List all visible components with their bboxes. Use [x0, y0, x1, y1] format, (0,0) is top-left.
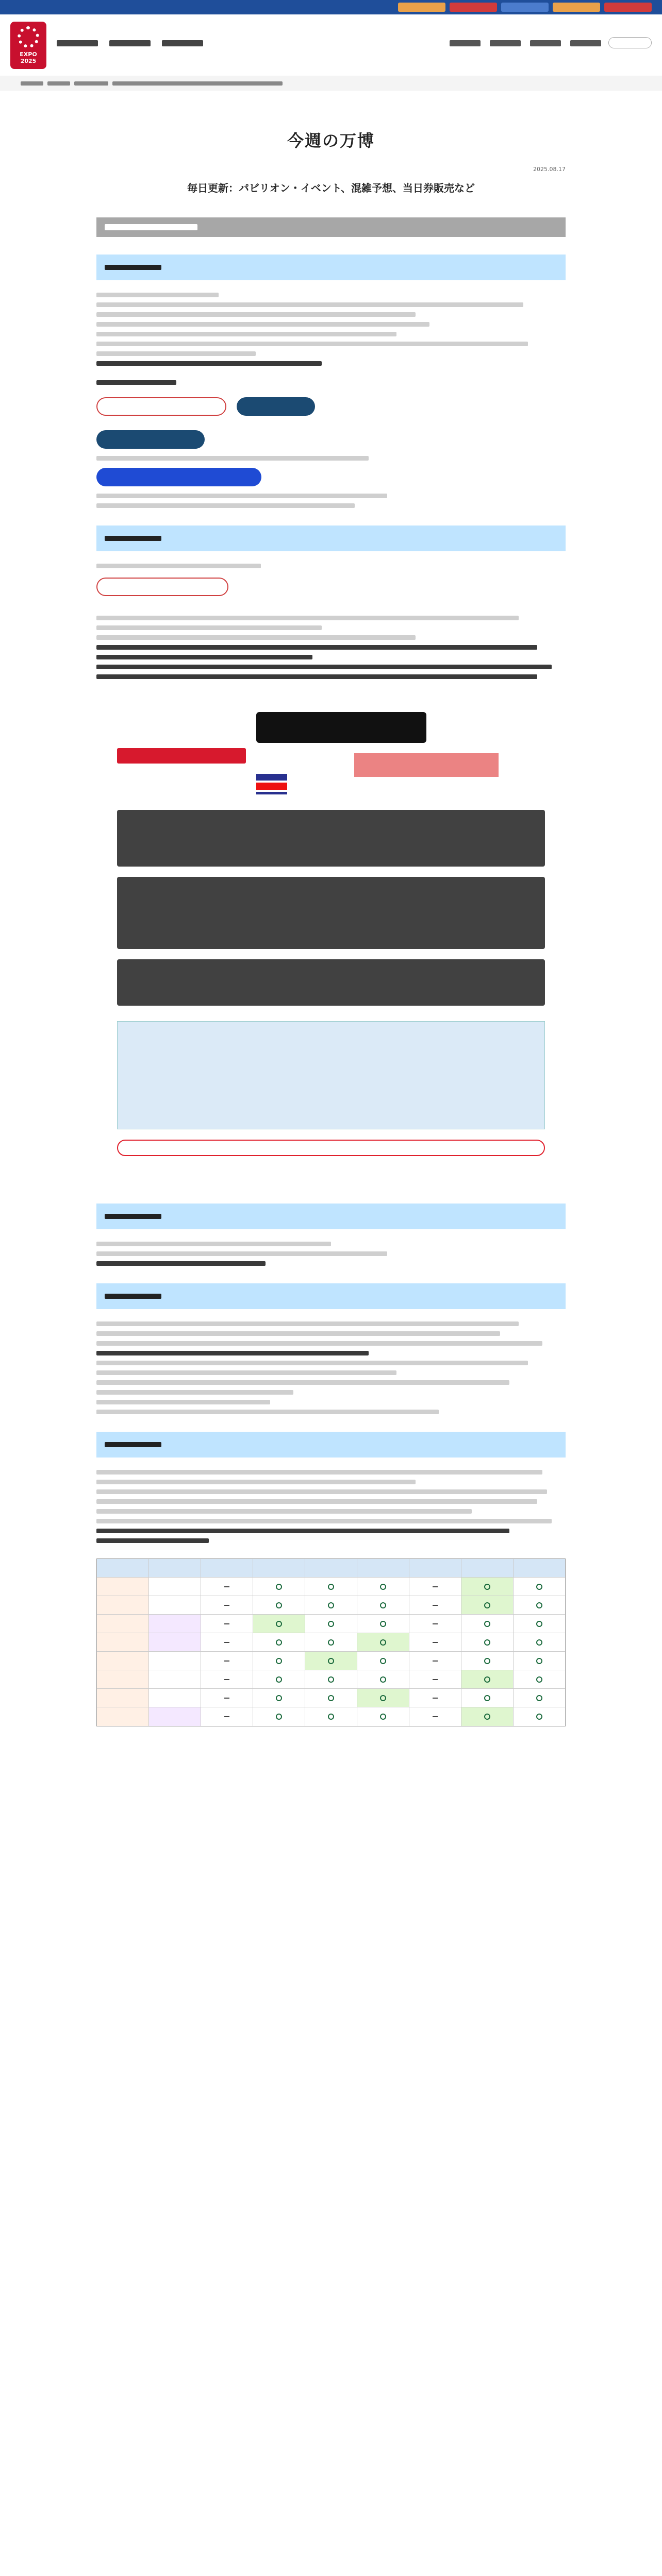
reservation-map-button[interactable]	[96, 430, 205, 449]
topbar-button[interactable]	[604, 3, 652, 12]
topbar	[0, 0, 662, 14]
sub-nav-item[interactable]	[530, 40, 561, 46]
reservation-table	[96, 1558, 566, 1726]
section-title	[96, 526, 566, 551]
page-subtitle: 毎日更新：パビリオン・イベント、混雑予想、当日券販売など	[187, 182, 475, 194]
section-events	[96, 526, 566, 679]
expo-logo[interactable]: EXPO 2025	[10, 22, 46, 69]
sub-nav-item[interactable]	[490, 40, 521, 46]
main-nav-item[interactable]	[109, 40, 151, 46]
header	[0, 14, 662, 76]
breadcrumb-item[interactable]	[74, 81, 108, 86]
event-poster	[96, 697, 566, 1186]
breadcrumb-item	[112, 81, 283, 86]
event-calendar-button[interactable]	[96, 578, 228, 596]
topbar-button[interactable]	[450, 3, 497, 12]
breadcrumb	[0, 76, 662, 91]
topbar-button[interactable]	[501, 3, 549, 12]
section-title	[96, 255, 566, 280]
language-select[interactable]	[608, 37, 652, 48]
sub-nav-item[interactable]	[450, 40, 481, 46]
sub-nav	[450, 40, 601, 46]
main-nav	[57, 40, 203, 46]
section-title	[96, 1432, 566, 1458]
topbar-button[interactable]	[553, 3, 600, 12]
section-title	[96, 1283, 566, 1309]
breadcrumb-item[interactable]	[47, 81, 70, 86]
topbar-button[interactable]	[398, 3, 445, 12]
mist-map-button[interactable]	[96, 468, 261, 486]
section-title	[96, 1204, 566, 1229]
section-weather	[96, 1204, 566, 1266]
main-nav-item[interactable]	[57, 40, 98, 46]
section-basic	[96, 255, 566, 508]
sub-nav-item[interactable]	[570, 40, 601, 46]
update-date: 2025.08.17	[533, 166, 566, 173]
print-map-button[interactable]	[237, 397, 315, 416]
digital-map-button[interactable]	[96, 397, 226, 416]
section-gate	[96, 1432, 566, 1726]
breadcrumb-item[interactable]	[21, 81, 43, 86]
date-bar	[96, 217, 566, 237]
main-nav-item[interactable]	[162, 40, 203, 46]
page-title: 今週の万博	[287, 131, 375, 150]
section-tickets	[96, 1283, 566, 1414]
